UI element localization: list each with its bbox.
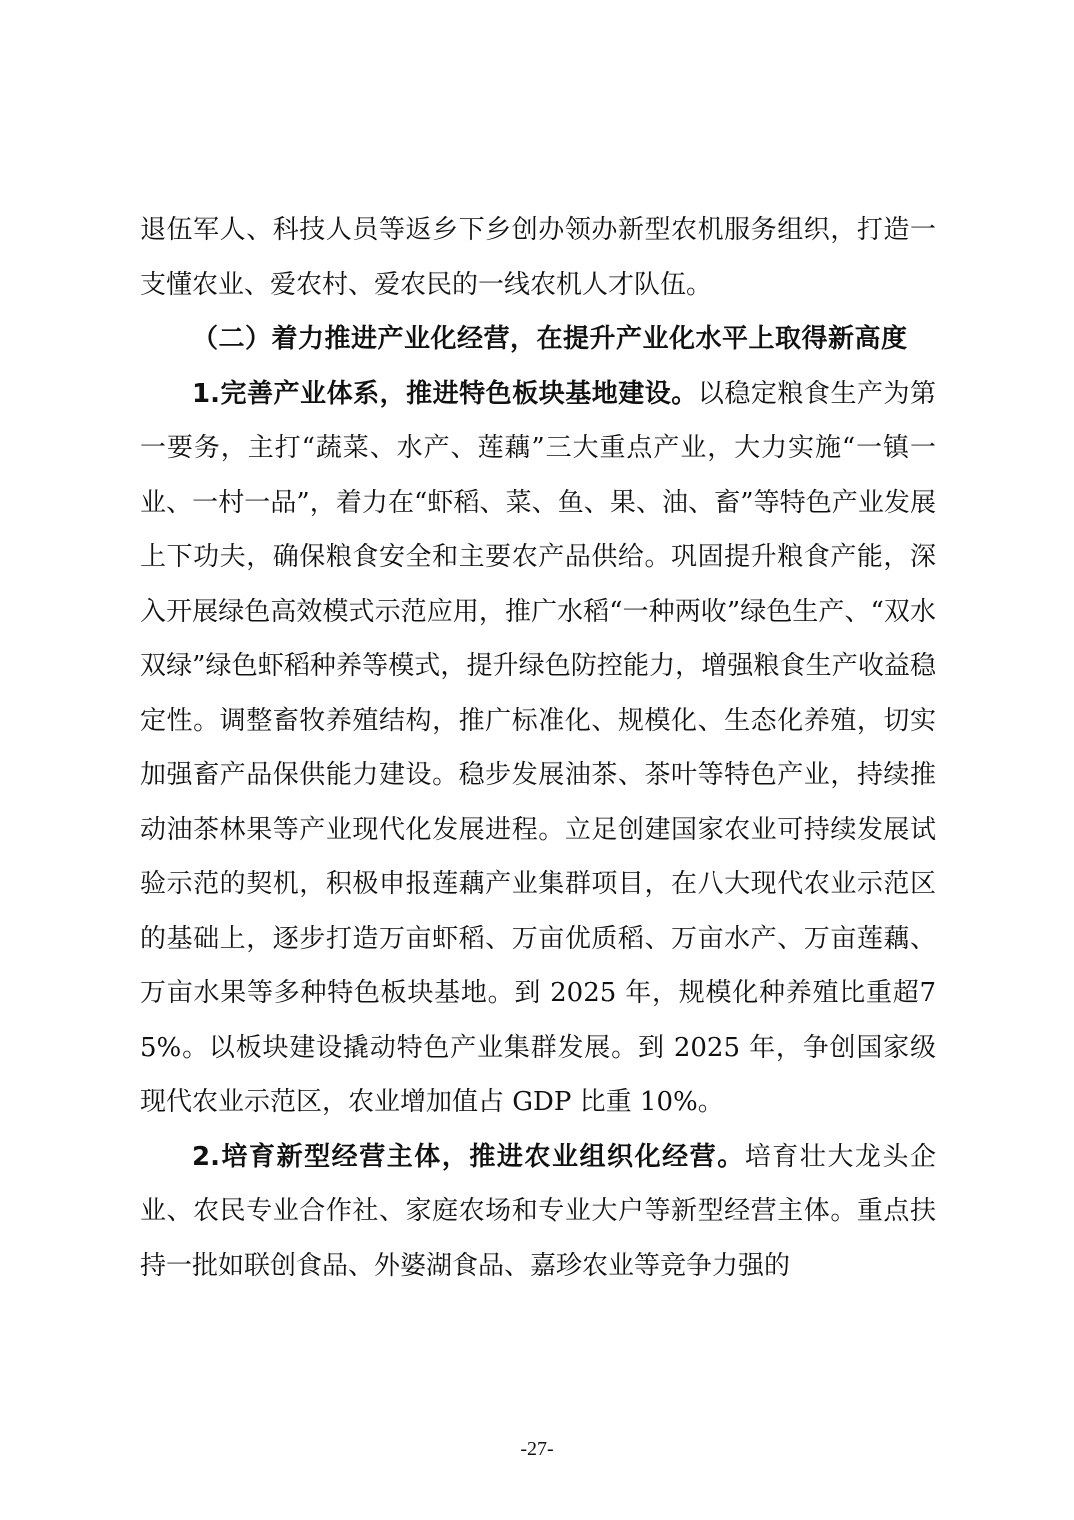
paragraph-industry-system bbox=[140, 367, 936, 1130]
page-number: -27- bbox=[520, 1438, 554, 1460]
paragraph-continuation bbox=[140, 203, 936, 312]
paragraph-text: 退伍军人、科技人员等返乡下乡创办领办新型农机服务组织，打造一支懂农业、爱农村、爱农民的一线农机人才队伍。 bbox=[140, 215, 936, 300]
document-body bbox=[140, 203, 936, 1293]
paragraph-lead-heading: 2.培育新型经营主体，推进农业组织化经营。 bbox=[192, 1141, 745, 1172]
section-heading: （二）着力推进产业化经营，在提升产业化水平上取得新高度 bbox=[192, 324, 908, 354]
paragraph-new-business-entities bbox=[140, 1130, 936, 1294]
paragraph-text: 以稳定粮食生产为第一要务，主打“蔬菜、水产、莲藕”三大重点产业，大力实施“一镇一业、一村一品”，着力在“虾稻、菜、鱼、果、油、畜”等特色产业发展上下功夫，确保粮食安全和主要农产品供给。巩固提升粮食产能，深入开展绿色高效模式示范应用，推广水稻“一种两收”绿色生产、“双水双绿”绿色虾稻种养等模式，提升绿色防控能力，增强粮食生产收益稳定性。调整畜牧养殖结构，推广标准化、规模化、生态化养殖，切实加强畜产品保供能力建设。稳步发展油茶、茶叶等特色产业，持续推动油茶林果等产业现代化发展进程。立足创建国家农业可持续发展试验示范的契机，积极申报莲藕产业集群项目，在八大现代农业示范区的基础上，逐步打造万亩虾稻、万亩优质稻、万亩水产、万亩莲藕、万亩水果等多种特色板块基地。到 2025 年，规模化种养殖比重超75%。以板块建设撬动特色产业集群发展。到 2025 年，争创国家级现代农业示范区，农业增加值占 GDP 比重 10%。 bbox=[140, 378, 936, 1117]
paragraph-text: 培育壮大龙头企业、农民专业合作社、家庭农场和专业大户等新型经营主体。重点扶持一批如联创食品、外婆湖食品、嘉珍农业等竞争力强的 bbox=[140, 1141, 936, 1281]
paragraph-lead-heading: 1.完善产业体系，推进特色板块基地建设。 bbox=[192, 378, 698, 409]
